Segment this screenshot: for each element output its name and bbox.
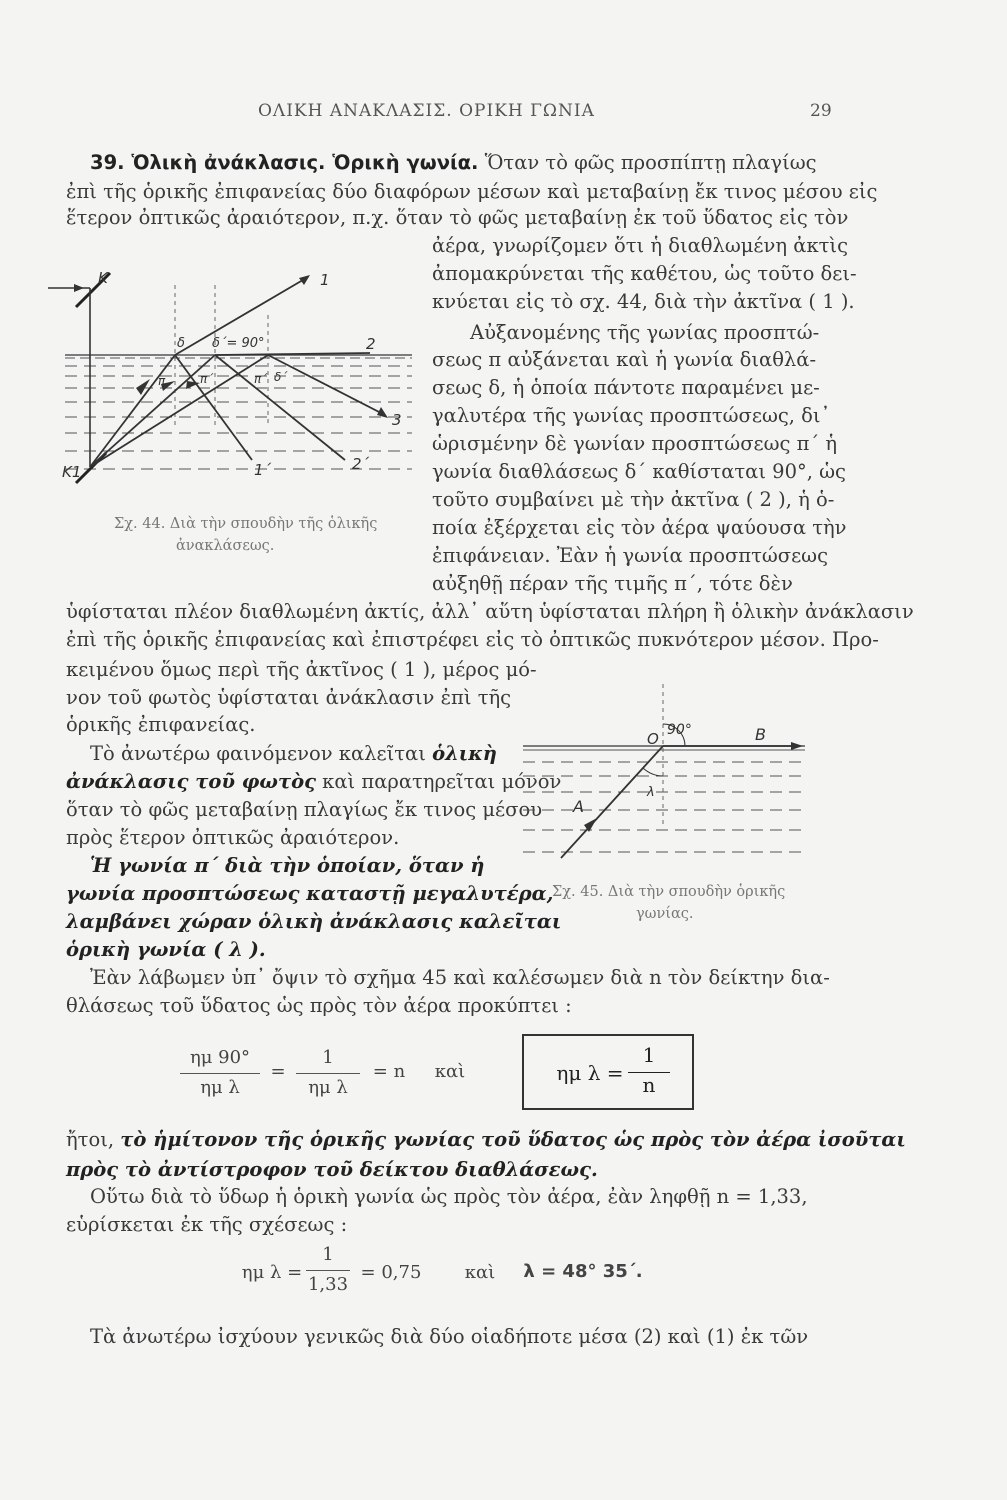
conjunction: καὶ [464,1262,496,1283]
paragraph-line: ἀπομακρύνεται τῆς καθέτου, ὡς τοῦτο δει- [432,262,857,285]
paragraph-line: κνύεται εἰς τὸ σχ. 44, διὰ τὴν ἀκτῖνα ( 1 ). [432,290,855,313]
boxed-denominator: n [642,1073,656,1097]
paragraph-line: ἕτερον ὀπτικῶς ἀραιότερον, π.χ. ὅταν τὸ φῶς μεταβαίνῃ ἐκ τοῦ ὕδατος εἰς τὸν [66,206,849,229]
formula-result: λ = 48° 35΄. [523,1261,643,1282]
formula-lhs: ημ λ = [241,1262,303,1283]
paragraph-line: νον τοῦ φωτὸς ὑφίσταται ἀνάκλασιν ἐπὶ τῆς [66,686,512,709]
paragraph-text: Τὸ ἀνωτέρω φαινόμενον καλεῖται [90,742,426,765]
figure-45-caption: γωνίας. [636,906,694,922]
paragraph-line: πρὸς ἕτερον ὀπτικῶς ἀραιότερον. [66,826,400,849]
paragraph-line: θλάσεως τοῦ ὕδατος ὡς πρὸς τὸν ἀέρα προκύπτει : [66,994,572,1017]
fraction-numerator: 1 [322,1047,334,1068]
equals-n: = n [372,1061,406,1082]
label-ray-3: 3 [392,411,402,429]
fraction-numerator: ημ 90° [189,1047,251,1068]
paragraph-line: ὅταν τὸ φῶς μεταβαίνῃ πλαγίως ἔκ τινος μέσου [66,798,543,821]
paragraph-line: αὐξηθῇ πέραν τῆς τιμῆς π΄, τότε δὲν [432,572,793,595]
paragraph-line: ἐπὶ τῆς ὁρικῆς ἐπιφανείας καὶ ἐπιστρέφει εἰς τὸ ὀπτικῶς πυκνότερον μέσον. Προ- [66,628,879,651]
figure-45-caption: Σχ. 45. Διὰ τὴν σπουδὴν ὁρικῆς [552,884,786,900]
fraction-denominator: ημ λ [200,1077,240,1098]
label-delta-prime: δ΄ [274,370,288,384]
definition-line: λαμβάνει χώραν ὁλικὴ ἀνάκλασις καλεῖται [66,910,562,933]
paragraph-line: ὑφίσταται πλέον διαθλωμένη ἀκτίς, ἀλλ᾿ αὕτη ὑφίσταται πλήρη ἢ ὁλικὴν ἀνάκλασιν [66,600,914,623]
running-title: ΟΛΙΚΗ ΑΝΑΚΛΑΣΙΣ. ΟΡΙΚΗ ΓΩΝΙΑ [258,101,595,121]
statement-emphasis: τὸ ἡμίτονον τῆς ὁρικῆς γωνίας τοῦ ὕδατος ὡς πρὸς τὸν ἀέρα ἰσοῦται [120,1128,906,1151]
fraction-numerator: 1 [322,1244,334,1265]
paragraph-line: κειμένου ὅμως περὶ τῆς ἀκτῖνος ( 1 ), μέρος μό- [66,658,537,681]
definition-line: ὁρικὴ γωνία ( λ ). [66,938,266,961]
paragraph-line: Ἐὰν λάβωμεν ὑπ᾿ ὄψιν τὸ σχῆμα 45 καὶ καλέσωμεν διὰ n τὸν δείκτην δια- [90,966,830,989]
lambda-arc [643,768,663,776]
boxed-formula [522,1034,694,1110]
label-ray-1: 1 [320,271,330,289]
fraction-bar [296,1073,360,1074]
equals-sign: = [270,1061,286,1082]
paragraph-text: καὶ παρατηρεῖται μόνον [322,770,562,793]
paragraph-line: γωνία διαθλάσεως δ΄ καθίσταται 90°, ὡς [432,460,846,483]
paragraph-line: εὑρίσκεται ἐκ τῆς σχέσεως : [66,1213,348,1236]
paragraph-line: ἐπιφάνειαν. Ἐὰν ἡ γωνία προσπτώσεως [432,544,828,567]
paragraph-text: Ὅταν τὸ φῶς προσπίπτῃ πλαγίως [484,151,817,174]
paragraph-line [90,741,497,766]
water-surface [523,746,805,852]
figure-45-diagram [515,676,815,866]
conjunction: καὶ [434,1061,466,1082]
boxed-lhs: ημ λ = [556,1061,624,1085]
paragraph-line: ὁρικῆς ἐπιφανείας. [66,713,256,736]
label-mirror-k: K [98,269,108,287]
label-point-a: A [573,797,584,816]
rays [90,275,388,467]
label-point-b: B [755,725,766,744]
figure-44-caption: ἀνακλάσεως. [176,538,275,554]
label-point-o: O [647,730,659,748]
paragraph-line: Οὕτω διὰ τὸ ὕδωρ ἡ ὁρικὴ γωνία ὡς πρὸς τὸν ἀέρα, ἐὰν ληφθῇ n = 1,33, [90,1185,808,1208]
label-pi-prime-2: π΄ [254,372,268,386]
page-number: 29 [810,101,832,121]
fraction-bar [306,1270,350,1271]
term-emphasis: ἀνάκλασις τοῦ φωτὸς [66,770,316,793]
fraction-denominator: ημ λ [308,1077,348,1098]
fraction-denominator: 1,33 [307,1274,349,1295]
paragraph-line [66,769,561,794]
label-lambda: λ [647,785,655,800]
water-surface [65,355,412,469]
term-emphasis: ὁλικὴ [432,742,497,765]
label-angle-90: 90° [667,722,692,738]
section-heading: 39. Ὁλικὴ ἀνάκλασις. Ὁρικὴ γωνία. [90,151,479,174]
figure-44-diagram [40,255,420,505]
rays [561,742,803,858]
label-mirror-k1: K1 [62,463,82,481]
boxed-numerator: 1 [642,1043,656,1067]
label-ray-2: 2 [366,335,376,353]
paragraph-line: γαλυτέρα τῆς γωνίας προσπτώσεως, δι᾿ [432,404,831,427]
paragraph-line: τοῦτο συμβαίνει μὲ τὴν ἀκτῖνα ( 2 ), ἡ ὁ- [432,488,835,511]
label-delta: δ [177,336,185,351]
paragraph-line: Αὐξανομένης τῆς γωνίας προσπτώ- [470,321,820,344]
label-delta-90: δ΄= 90° [212,336,265,351]
paragraph-line: ποία ἐξέρχεται εἰς τὸν ἀέρα ψαύουσα τὴν [432,516,847,539]
label-pi-prime: π΄ [200,372,214,386]
label-ray-1-prime: 1΄ [254,461,272,479]
label-pi: π [158,374,166,388]
paragraph-line: σεως π αὐξάνεται καὶ ἡ γωνία διαθλά- [432,348,817,371]
paragraph-line [90,150,817,175]
paragraph-line: σεως δ, ἡ ὁποία πάντοτε παραμένει με- [432,376,820,399]
paragraph-line: ἐπὶ τῆς ὁρικῆς ἐπιφανείας δύο διαφόρων μέσων καὶ μεταβαίνῃ ἔκ τινος μέσου εἰς [66,180,878,203]
statement-line: πρὸς τὸ ἀντίστροφον τοῦ δείκτου διαθλάσεως. [66,1158,598,1181]
paragraph-line: Τὰ ἀνωτέρω ἰσχύουν γενικῶς διὰ δύο οἱαδήποτε μέσα (2) καὶ (1) ἐκ τῶν [90,1325,809,1348]
definition-line: γωνία προσπτώσεως καταστῇ μεγαλυτέρα, [66,882,554,905]
paragraph-line: ἀέρα, γνωρίζομεν ὅτι ἡ διαθλωμένη ἀκτὶς [432,234,848,257]
fraction-bar [180,1073,260,1074]
formula-rhs: = 0,75 [360,1262,422,1283]
figure-44-caption: Σχ. 44. Διὰ τὴν σπουδὴν τῆς ὁλικῆς [114,516,378,532]
label-ray-2-prime: 2΄ [352,455,370,473]
statement-intro: ἤτοι, [66,1128,115,1151]
paragraph-line: ὡρισμένην δὲ γωνίαν προσπτώσεως π΄ ἡ [432,432,838,455]
definition-line: Ἡ γωνία π΄ διὰ τὴν ὁποίαν, ὅταν ἡ [90,854,485,877]
statement-line [66,1127,906,1152]
